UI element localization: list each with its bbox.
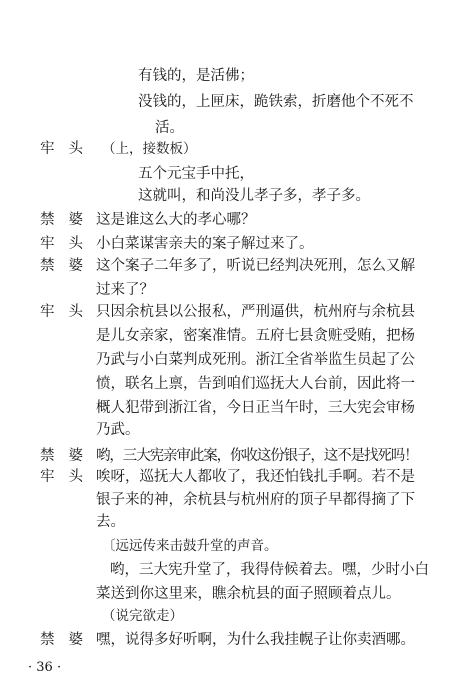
dialogue-line: 这个案子二年多了，听说已经判决死刑，怎么又解 [96,258,415,274]
dialogue-line: 乃武。 [96,422,140,438]
dialogue-line: 五个元宝手中托， [138,166,254,182]
speaker-label: 禁婆 [40,212,97,228]
dialogue-line: 银子来的神，余杭县与杭州府的顶子早都得摘了下 [96,492,415,508]
speaker-label: 禁婆 [40,258,97,274]
speaker-label: 禁婆 [40,448,97,464]
dialogue-line: 这就叫，和尚没儿孝子多，孝子多。 [138,188,370,204]
speaker-label: 牢头 [40,304,97,320]
dialogue-line: 过来了？ [96,282,154,298]
dialogue-line: 小白菜谋害亲夫的案子解过来了。 [96,236,314,252]
dialogue-line: 乃武与小白菜判成死刑。浙江全省举监生员起了公 [96,352,415,368]
dialogue-line: 嘿，说得多好听啊，为什么我挂幌子让你卖酒哪。 [96,632,415,648]
stage-direction: （上，接数板） [102,141,197,157]
dialogue-line: 没钱的，上匣床，跪铁索，折磨他个不死不 [138,94,414,110]
dialogue-line: 去。 [96,514,125,530]
dialogue-line: 愤，联名上禀，告到咱们巡抚大人台前，因此将一 [96,376,415,392]
dialogue-line: 唉呀，巡抚大人都收了，我还怕钱扎手啊。若不是 [96,469,415,485]
dialogue-line: 这是谁这么大的孝心哪？ [96,212,256,228]
speaker-label: 牢头 [40,469,97,485]
dialogue-line: 菜送到你这里来，瞧余杭县的面子照顾着点儿。 [96,586,401,602]
dialogue-line: 只因余杭县以公报私，严刑逼供，杭州府与余杭县 [96,304,415,320]
speaker-label: 禁婆 [40,632,97,648]
stage-direction: 〔远远传来击鼓升堂的声音。 [102,538,278,554]
speaker-label: 牢头 [40,141,97,157]
dialogue-line: 哟，三大宪亲审此案，你收这份银子，这不是找死吗！ [96,448,418,464]
stage-direction: （说完欲走） [102,608,183,624]
speaker-label: 牢头 [40,236,97,252]
dialogue-line: 概人犯带到浙江省，今日正当午时，三大宪会审杨 [96,400,415,416]
page-number: · 36 · [28,660,62,675]
dialogue-line: 是儿女亲家，密案准情。五府七县贪赃受贿，把杨 [96,328,415,344]
dialogue-line: 活。 [155,120,184,136]
dialogue-line: 有钱的，是活佛； [138,68,254,84]
dialogue-line: 哟，三大宪升堂了，我得侍候着去。嘿，少时小白 [110,562,429,578]
